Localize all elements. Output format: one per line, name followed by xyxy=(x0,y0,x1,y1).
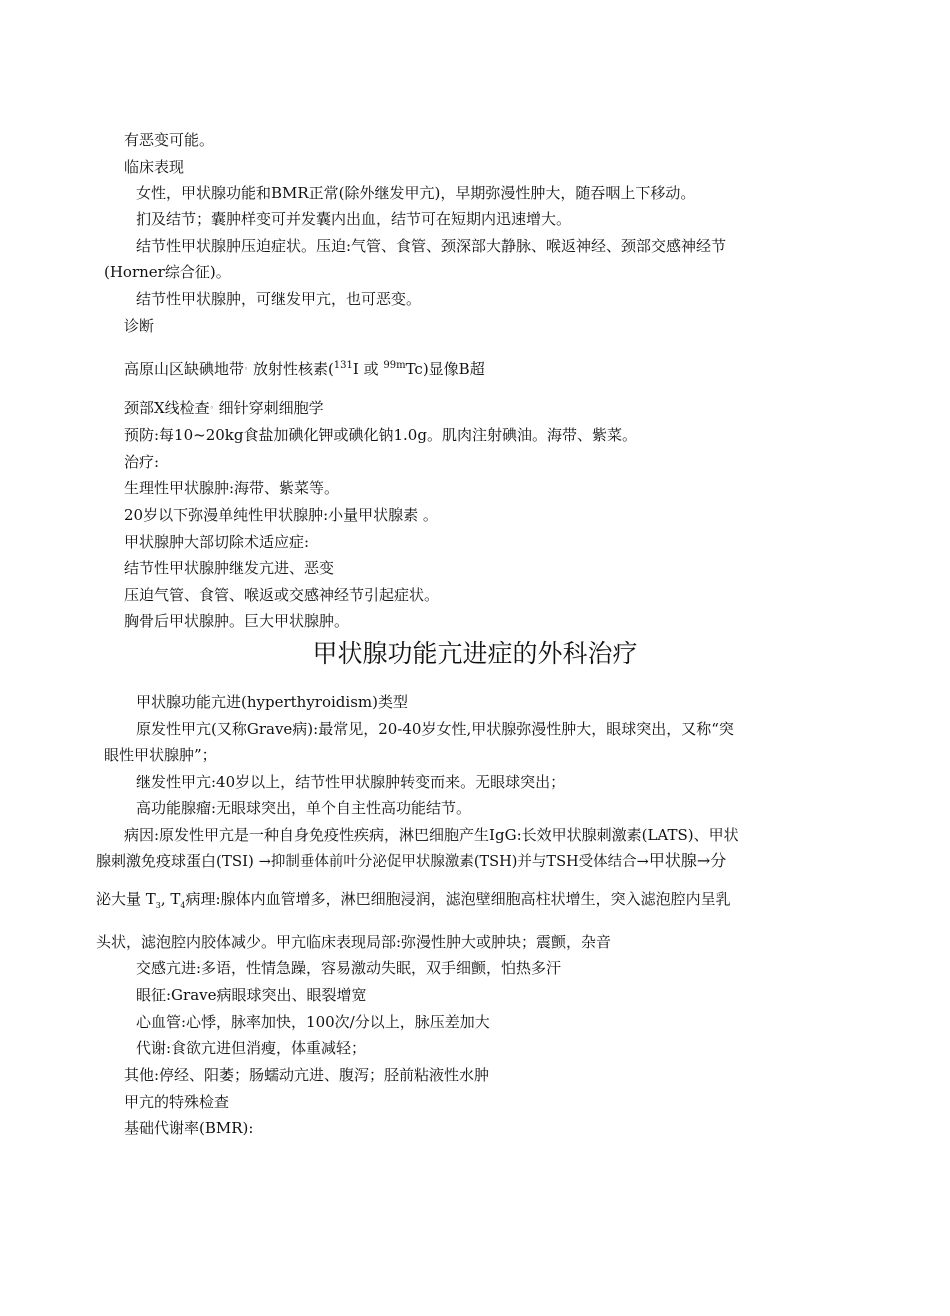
text-line: 心血管:心悸，脉率加快，100次/分以上，脉压差加大 xyxy=(136,1013,490,1031)
text-span: 放射性核素( xyxy=(252,360,334,378)
superscript: 131 xyxy=(333,360,353,371)
text-span: 腺刺激免疫球蛋白(TSI) xyxy=(96,852,254,870)
text-span: 细针穿刺细胞学 xyxy=(218,399,324,417)
text-span: Tc)显像B超 xyxy=(405,360,485,378)
superscript: 99m xyxy=(383,360,406,371)
text-span: →抑制垂体前叶分泌促甲状腺激素(TSH)并与TSH受体结合→ xyxy=(258,854,649,870)
bullet-mark: ◦ xyxy=(244,365,249,373)
text-line: 甲状腺肿大部切除术适应症: xyxy=(124,533,310,551)
text-line: 结节性甲状腺肿，可继发甲亢，也可恶变。 xyxy=(136,290,422,308)
text-line: 甲状腺功能亢进(hyperthyroidism)类型 xyxy=(136,693,408,711)
text-line xyxy=(124,359,485,379)
text-line: 生理性甲状腺肿:海带、紫菜等。 xyxy=(124,479,340,497)
text-line: 胸骨后甲状腺肿。巨大甲状腺肿。 xyxy=(124,612,350,630)
text-span: 泌大量 T xyxy=(96,890,156,908)
text-line: 女性，甲状腺功能和BMR正常(除外继发甲亢)，早期弥漫性肿大，随吞咽上下移动。 xyxy=(136,184,696,202)
text-line: 有恶变可能。 xyxy=(124,131,215,149)
section-title: 甲状腺功能亢进症的外科治疗 xyxy=(312,639,638,668)
text-span: 病理:腺体内血管增多，淋巴细胞浸润，滤泡壁细胞高柱状增生，突入滤泡腔内呈乳 xyxy=(185,890,731,908)
text-line: 眼征:Grave病眼球突出、眼裂增宽 xyxy=(136,986,367,1004)
text-line: 20岁以下弥漫单纯性甲状腺肿:小量甲状腺素 。 xyxy=(124,506,438,524)
text-line: 病因:原发性甲亢是一种自身免疫性疾病，淋巴细胞产生IgG:长效甲状腺刺激素(LATS)、甲状 xyxy=(124,826,739,844)
subheading: 诊断 xyxy=(124,317,155,335)
text-line xyxy=(96,889,731,909)
text-line: 继发性甲亢:40岁以上，结节性甲状腺肿转变而来。无眼球突出； xyxy=(136,773,566,791)
text-line: 代谢:食欲亢进但消瘦，体重减轻； xyxy=(136,1039,367,1057)
text-line: 高功能腺瘤:无眼球突出，单个自主性高功能结节。 xyxy=(136,799,472,817)
text-line xyxy=(124,398,324,418)
text-span: 高原山区缺碘地带 xyxy=(124,360,245,378)
text-span: , T xyxy=(160,890,181,908)
text-span: 甲状腺→分 xyxy=(648,851,727,870)
bullet-mark: ◦ xyxy=(209,404,214,412)
subscript: 3 xyxy=(155,901,161,910)
text-line: 预防:每10~20kg食盐加碘化钾或碘化钠1.0g。肌肉注射碘油。海带、紫菜。 xyxy=(124,426,637,444)
text-line: 原发性甲亢(又称Grave病):最常见，20-40岁女性,甲状腺弥漫性肿大，眼球突出，又称“突 xyxy=(136,720,734,738)
text-line: 扪及结节；囊肿样变可并发囊内出血，结节可在短期内迅速增大。 xyxy=(136,210,572,228)
text-line: 眼性甲状腺肿”； xyxy=(104,746,217,764)
subscript: 4 xyxy=(180,901,186,910)
text-line: 交感亢进:多语，性情急躁，容易激动失眠，双手细颤，怕热多汗 xyxy=(136,959,562,977)
text-span: I 或 xyxy=(352,360,379,378)
text-line: 甲亢的特殊检查 xyxy=(124,1093,230,1111)
text-line: 头状，滤泡腔内胶体减少。甲亢临床表现局部:弥漫性肿大或肿块；震颤，杂音 xyxy=(96,933,612,951)
text-line: 其他:停经、阳萎；肠蠕动亢进、腹泻；胫前粘液性水肿 xyxy=(124,1066,490,1084)
text-line xyxy=(96,851,726,872)
text-line: 治疗: xyxy=(124,453,160,471)
text-line: 结节性甲状腺肿压迫症状。压迫:气管、食管、颈深部大静脉、喉返神经、颈部交感神经节 xyxy=(136,237,727,255)
text-span: 颈部X线检查 xyxy=(124,399,210,417)
text-line: 结节性甲状腺肿继发亢进、恶变 xyxy=(124,559,335,577)
text-line: 基础代谢率(BMR): xyxy=(124,1119,254,1137)
text-line: 压迫气管、食管、喉返或交感神经节引起症状。 xyxy=(124,586,440,604)
subheading: 临床表现 xyxy=(124,158,185,176)
text-line: (Horner综合征)。 xyxy=(104,263,231,281)
